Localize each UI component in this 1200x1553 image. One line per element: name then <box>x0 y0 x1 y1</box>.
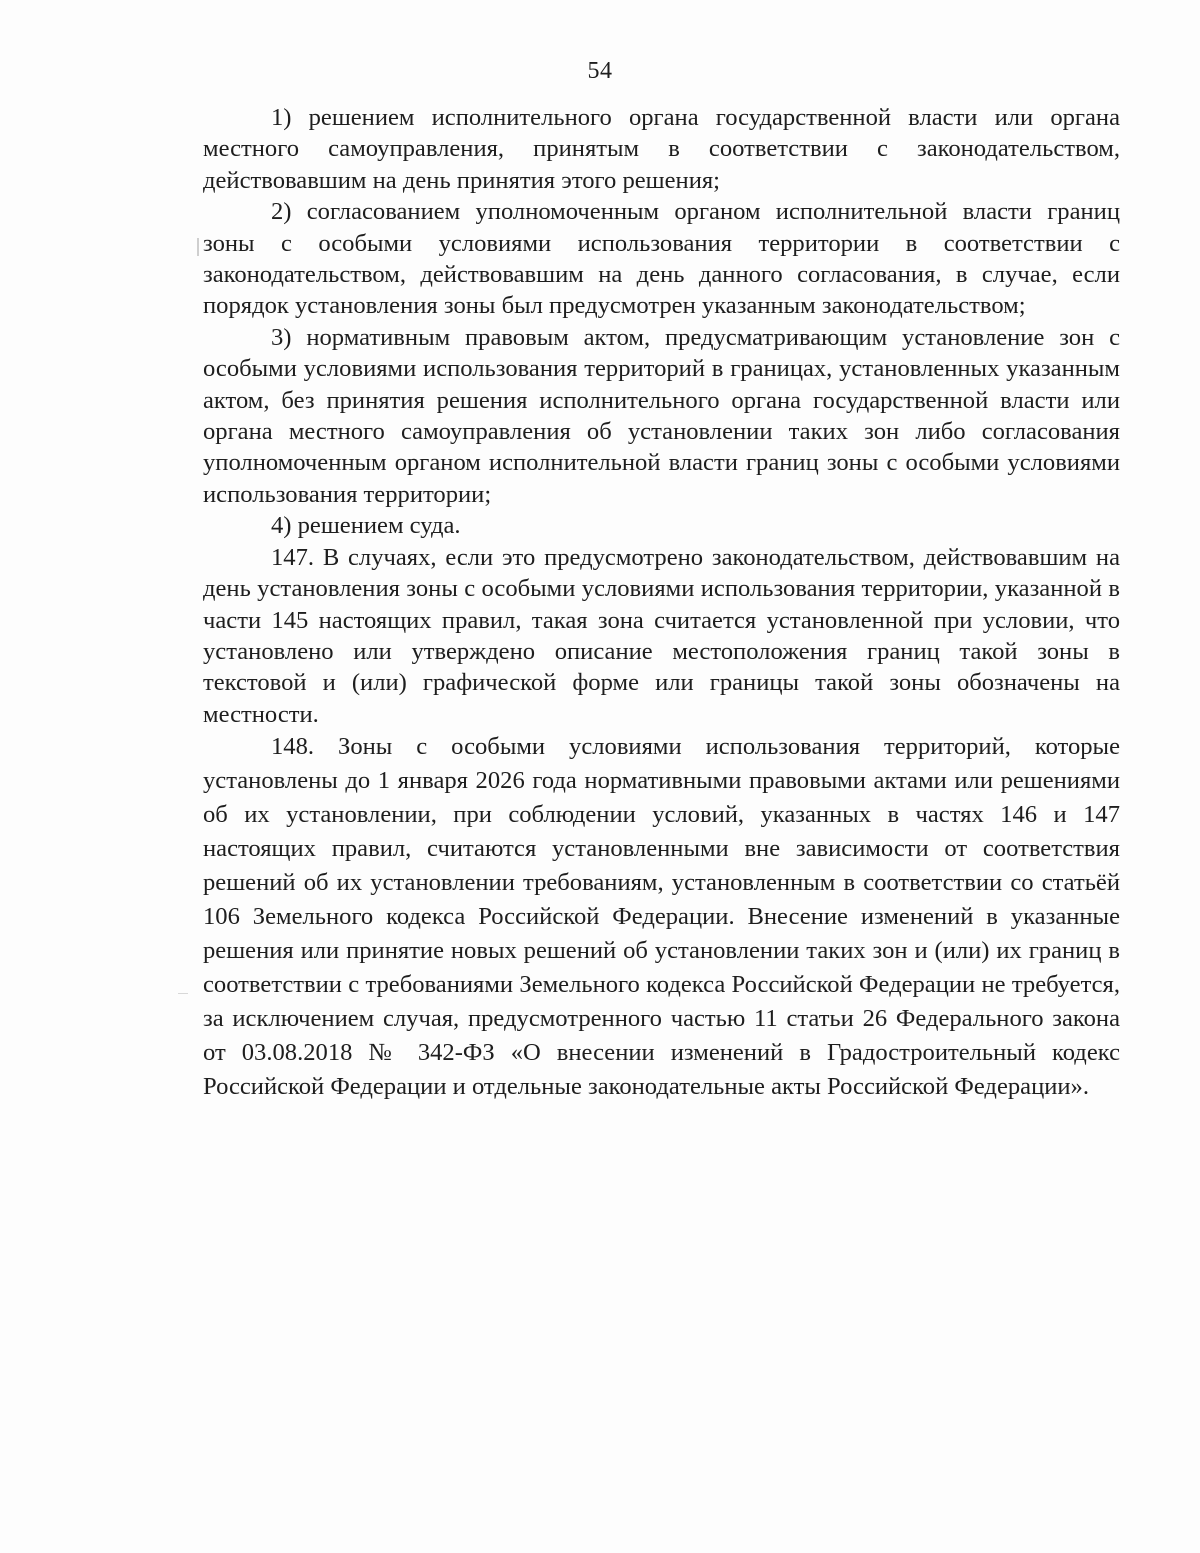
document-body <box>203 102 1120 1104</box>
scan-artifact <box>197 238 199 256</box>
page-number: 54 <box>587 58 613 84</box>
scan-artifact <box>178 993 188 994</box>
paragraph-148: 148. Зоны с особыми условиями использования территорий, которые установлены до 1 января 2026 года нормативными правовыми актами или решениями об их установлении, при соблюдении условий, указанных в частях 146 и 147 настоящих правил, считаются установленными вне зависимости от соответствия решений об их установлении требованиям, установленным в соответствии со статьёй 106 Земельного кодекса Российской Федерации. Внесение изменений в указанные решения или принятие новых решений об установлении таких зон и (или) их границ в соответствии с требованиями Земельного кодекса Российской Федерации не требуется, за исключением случая, предусмотренного частью 11 статьи 26 Федерального закона от 03.08.2018 № 342-ФЗ «О внесении изменений в Градостроительный кодекс Российской Федерации и отдельные законодательные акты Российской Федерации». <box>203 733 1120 1101</box>
paragraph-item-2: 2) согласованием уполномоченным органом исполнительной власти границ зоны с особыми условиями использования территории в соответствии с законодательством, действовавшим на день данного согласования, в случае, если порядок установления зоны был предусмотрен указанным законодательством; <box>203 198 1120 320</box>
paragraph-item-4: 4) решением суда. <box>271 512 461 540</box>
paragraph-item-1: 1) решением исполнительного органа государственной власти или органа местного самоуправления, принятым в соответствии с законодательством, действовавшим на день принятия этого решения; <box>203 104 1120 194</box>
paragraph-item-3: 3) нормативным правовым актом, предусматривающим установление зон с особыми условиями использования территорий в границах, установленных указанным актом, без принятия решения исполнительного органа государственной власти или органа местного самоуправления об установлении таких зон либо согласования уполномоченным органом исполнительной власти границ зоны с особыми условиями использования территории; <box>203 323 1120 508</box>
paragraph-147: 147. В случаях, если это предусмотрено законодательством, действовавшим на день установления зоны с особыми условиями использования территории, указанной в части 145 настоящих правил, такая зона считается установленной при условии, что установлено или утверждено описание местоположения границ такой зоны в текстовой и (или) графической форме или границы такой зоны обозначены на местности. <box>203 543 1120 728</box>
